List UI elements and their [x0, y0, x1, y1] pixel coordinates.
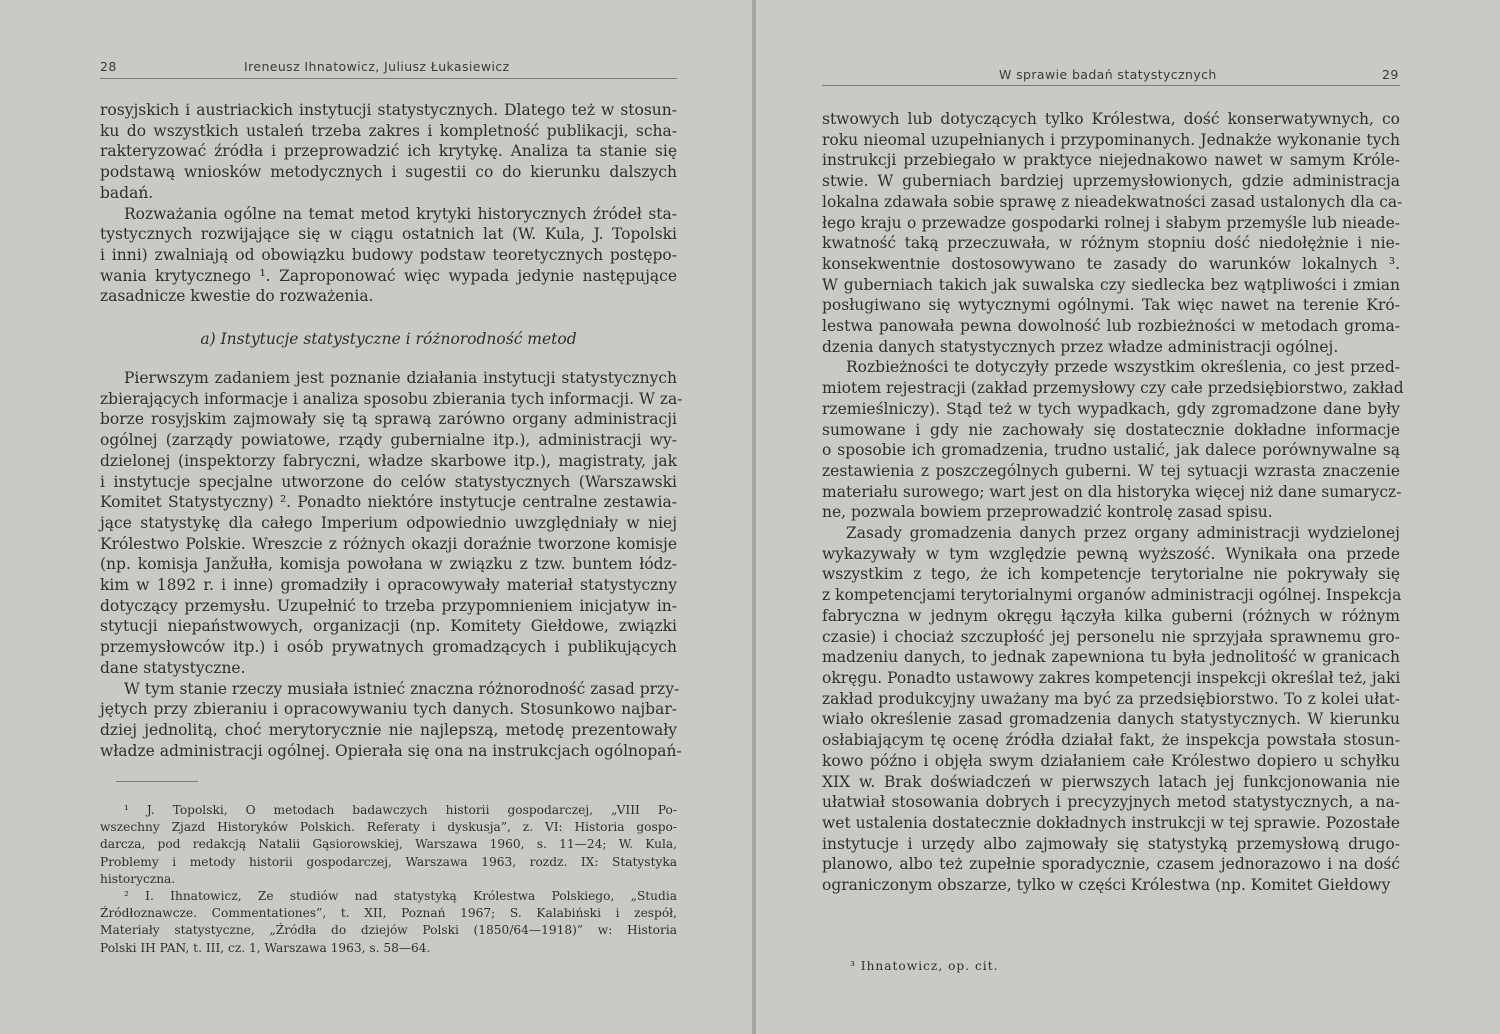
text-line: materiału surowego; wart jest on dla historyka więcej niż dane sumarycz- [822, 482, 1402, 501]
paragraph [100, 204, 677, 308]
text-line: dzielonej (inspektorzy fabryczni, władze skarbowe itp.), magistraty, jak [100, 451, 677, 470]
footnote-2 [100, 888, 677, 957]
text-line: rzemieślniczy). Stąd też w tych wypadkach, gdy zgromadzone dane były [822, 399, 1400, 418]
text-line: kowo późno i objęła swym działaniem całe Królestwo dopiero u schyłku [822, 751, 1400, 770]
text-line: z kompetencjami terytorialnymi organów administracji ogólnej. Inspekcja [822, 586, 1402, 605]
text-line: dzenia danych statystycznych przez władze administracji ogólnej. [822, 337, 1339, 356]
text-line: wiało określenie zasad gromadzenia danych statystycznych. W kierunku [822, 710, 1400, 729]
body-text [822, 109, 1404, 896]
text-line: madzeniu danych, to jednak zapewniona tu była jednolitość w granicach [822, 648, 1400, 667]
text-line: Komitet Statystyczny) ². Ponadto niektóre instytucje centralne zestawia- [100, 493, 677, 512]
text-line: XIX w. Brak doświadczeń w pierwszych latach jej funkcjonowania nie [822, 772, 1400, 791]
header-rule [100, 78, 677, 79]
text-line: historyczna. [100, 871, 176, 886]
text-line: lokalna zdawała sobie sprawę z nieadekwatności zasad ustalonych dla ca- [822, 192, 1403, 211]
text-line: wet ustalenia dostatecznie dokładnych instrukcji w tej sprawie. Pozostałe [822, 813, 1401, 832]
body-text-main [100, 368, 683, 761]
right-page [756, 0, 1500, 1034]
text-line: Rozważania ogólne na temat metod krytyki historycznych źródeł sta- [124, 204, 677, 223]
text-line: stwie. W guberniach bardziej uprzemysłowionych, gdzie administracja [822, 172, 1400, 191]
text-line: Materiały statystyczne, „Źródła do dziejów Polski (1850/64—1918)” w: Historia [100, 923, 677, 938]
text-line: ułatwiał stosowania dobrych i precyzyjnych metod statystycznych, a na- [822, 793, 1400, 812]
text-line: ku do wszystkich ustaleń trzeba zakres i kompletność publikacji, scha- [100, 121, 677, 140]
text-line: Pierwszym zadaniem jest poznanie działania instytucji statystycznych [124, 369, 677, 387]
text-line: wszystkim z tego, że ich kompetencje terytorialne nie pokrywały się [822, 565, 1400, 584]
paragraph [100, 679, 682, 762]
text-line: wszechny Zjazd Historyków Polskich. Referaty i dyskusja”, z. VI: Historia gospo- [100, 820, 677, 835]
text-line: łego kraju o przewadze gospodarki rolnej i słabym przemyśle lub nieade- [822, 213, 1400, 232]
text-line: W tym stanie rzeczy musiała istnieć znaczna różnorodność zasad przy- [124, 679, 680, 698]
text-line: (np. komisja Janžułła, komisja powołana w związku z tzw. buntem łódz- [100, 555, 677, 574]
text-line: zbierających informacje i analiza sposobu zbierania tych informacji. W za- [100, 389, 683, 408]
running-head: Ireneusz Ihnatowicz, Juliusz Łukasiewicz [244, 59, 510, 74]
text-line: instrukcji przebiegało w praktyce niejednakowo nawet w samym Króle- [822, 151, 1400, 170]
text-line: W guberniach takich jak suwalska czy siedlecka bez wątpliwości i zmian [822, 275, 1400, 294]
running-head: W sprawie badań statystycznych [999, 67, 1217, 82]
text-line: okręgu. Ponadto ustawowy zakres kompetencji inspekcji określał też, jaki [822, 668, 1401, 687]
text-line: władze administracji ogólnej. Opierała się ona na instrukcjach ogólnopań- [100, 741, 682, 760]
footnote-rule [116, 781, 198, 782]
text-line: i instytucje specjalne utworzone do celów statystycznych (Warszawski [100, 472, 677, 491]
text-line: Problemy i metody historii gospodarczej, Warszawa 1963, rozdz. IX: Statystyka [100, 854, 677, 869]
text-line: Zasady gromadzenia danych przez organy administracji wydzielonej [846, 524, 1400, 543]
text-line: Polski IH PAN, t. III, cz. 1, Warszawa 1963, s. 58—64. [100, 940, 431, 955]
text-line: jące statystykę dla całego Imperium odpowiednio uwzględniały w niej [100, 513, 677, 532]
text-line: kim w 1892 r. i inne) gromadziły i opracowywały materiał statystyczny [100, 576, 677, 595]
text-line: stytucji niepaństwowych, organizacji (np. Komitety Giełdowe, związki [100, 617, 677, 636]
text-line: planowo, albo też zupełnie sporadycznie, czasem jednorazowo i na dość [822, 855, 1400, 874]
text-line: kwatność taką przeczuwała, w różnym stopniu dość niedołężnie i nie- [822, 234, 1400, 253]
text-line: Królestwo Polskie. Wreszcie z różnych okazji doraźnie tworzone komisje [100, 534, 677, 553]
paragraph [100, 368, 683, 679]
text-line: zasadnicze kwestie do rozważenia. [100, 287, 374, 306]
paragraph [100, 100, 677, 204]
paragraph [822, 357, 1404, 523]
text-line: przemysłowców itp.) i osób prywatnych gromadzących i publikujących [100, 638, 677, 657]
page-number: 28 [100, 59, 117, 74]
text-line: tystycznych rozwijające się w ciągu ostatnich lat (W. Kula, J. Topolski [100, 225, 677, 244]
paragraph [822, 523, 1400, 896]
text-line: roku nieomal uzupełnianych i przypominanych. Jednakże wykonanie tych [822, 130, 1400, 149]
text-line: lestwa panowała pewna dowolność lub rozbieżności w metodach groma- [822, 317, 1400, 336]
paragraph [822, 109, 1403, 357]
header-rule [822, 85, 1400, 86]
text-line: ne, pozwala bowiem przeprowadzić kontrolę zasad spisu. [822, 503, 1273, 522]
text-line: badań. [100, 183, 154, 202]
text-line: rakteryzować źródła i przeprowadzić ich krytykę. Analiza ta stanie się [100, 142, 677, 161]
body-text-top [100, 100, 677, 307]
text-line: Rozbieżności te dotyczyły przede wszystkim określenia, co jest przed- [846, 358, 1400, 377]
text-line: zakład produkcyjny uważany ma być za przedsiębiorstwo. To z kolei ułat- [822, 689, 1400, 708]
text-line: ² I. Ihnatowicz, Ze studiów nad statystyką Królestwa Polskiego, „Studia [124, 889, 677, 904]
text-line: borze rosyjskim zajmowały się tą sprawą zarówno organy administracji [100, 410, 677, 429]
text-line: o sposobie ich gromadzenia, trudno ustalić, jak dalece porównywalne są [822, 441, 1400, 460]
text-line: jętych przy zbieraniu i opracowywaniu tych danych. Stosunkowo najbar- [100, 700, 677, 719]
text-line: ¹ J. Topolski, O metodach badawczych historii gospodarczej, „VIII Po- [124, 803, 677, 817]
text-line: stwowych lub dotyczących tylko Królestwa, dość konserwatywnych, co [822, 110, 1400, 128]
text-line: miotem rejestracji (zakład przemysłowy czy całe przedsiębiorstwo, zakład [822, 379, 1404, 398]
text-line: sumowane i gdy nie zachowały się dostatecznie dokładne informacje [822, 420, 1400, 439]
text-line: wykazywały w tym względzie pewną wyższość. Wynikała ona przede [822, 544, 1400, 563]
text-line: ograniczonym obszarze, tylko w części Królestwa (np. Komitet Giełdowy [822, 876, 1391, 895]
text-line: instytucje i urzędy albo zajmowały się statystyką przemysłową drugo- [822, 834, 1400, 853]
text-line: i inni) zwalniają od obowiązku budowy podstaw teoretycznych postępo- [100, 245, 677, 264]
text-line: ogólnej (zarządy powiatowe, rządy gubernialne itp.), administracji wy- [100, 431, 677, 450]
text-line: posługiwano się wytycznymi ogólnymi. Tak więc nawet na terenie Kró- [822, 296, 1400, 315]
footnote-1 [100, 802, 677, 888]
text-line: konsekwentnie dostosowywano te zasady do warunków lokalnych ³. [822, 254, 1400, 273]
text-line: osłabiającym tę ocenę źródła działał fakt, że inspekcja powstała stosun- [822, 731, 1400, 750]
text-line: fabryczna w jednym okręgu łączyła kilka guberni (różnych w różnym [822, 606, 1400, 625]
text-line: czasie) i chociaż szczupłość jej personelu nie sprzyjała sprawnemu gro- [822, 627, 1400, 646]
page-number: 29 [1382, 67, 1399, 82]
text-line: dziej jednolitą, choć merytorycznie nie najlepszą, metodę prezentowały [100, 720, 677, 739]
footnotes [822, 958, 1400, 975]
text-line: podstawą wniosków metodycznych i sugestii co do kierunku dalszych [100, 163, 677, 182]
footnote-3: ³ Ihnatowicz, op. cit. [850, 959, 999, 973]
text-line: Źródłoznawcze. Commentationes”, t. XII, Poznań 1967; S. Kalabiński i zespół, [100, 906, 677, 921]
text-line: dotyczący przemysłu. Uzupełnić to trzeba przypomnieniem inicjatyw in- [100, 596, 677, 615]
text-line: wania krytycznego ¹. Zaproponować więc wypada jedynie następujące [100, 266, 677, 285]
footnotes [100, 802, 677, 957]
text-line: rosyjskich i austriackich instytucji statystycznych. Dlatego też w stosun- [100, 101, 677, 119]
text-line: zestawienia z poszczególnych guberni. W tej sytuacji wzrasta znaczenie [822, 461, 1400, 480]
text-line: dane statystyczne. [100, 658, 246, 677]
text-line: darcza, pod redakcją Natalii Gąsiorowskiej, Warszawa 1960, s. 11—24; W. Kula, [100, 837, 677, 852]
section-heading: a) Instytucje statystyczne i różnorodność metod [200, 330, 577, 348]
